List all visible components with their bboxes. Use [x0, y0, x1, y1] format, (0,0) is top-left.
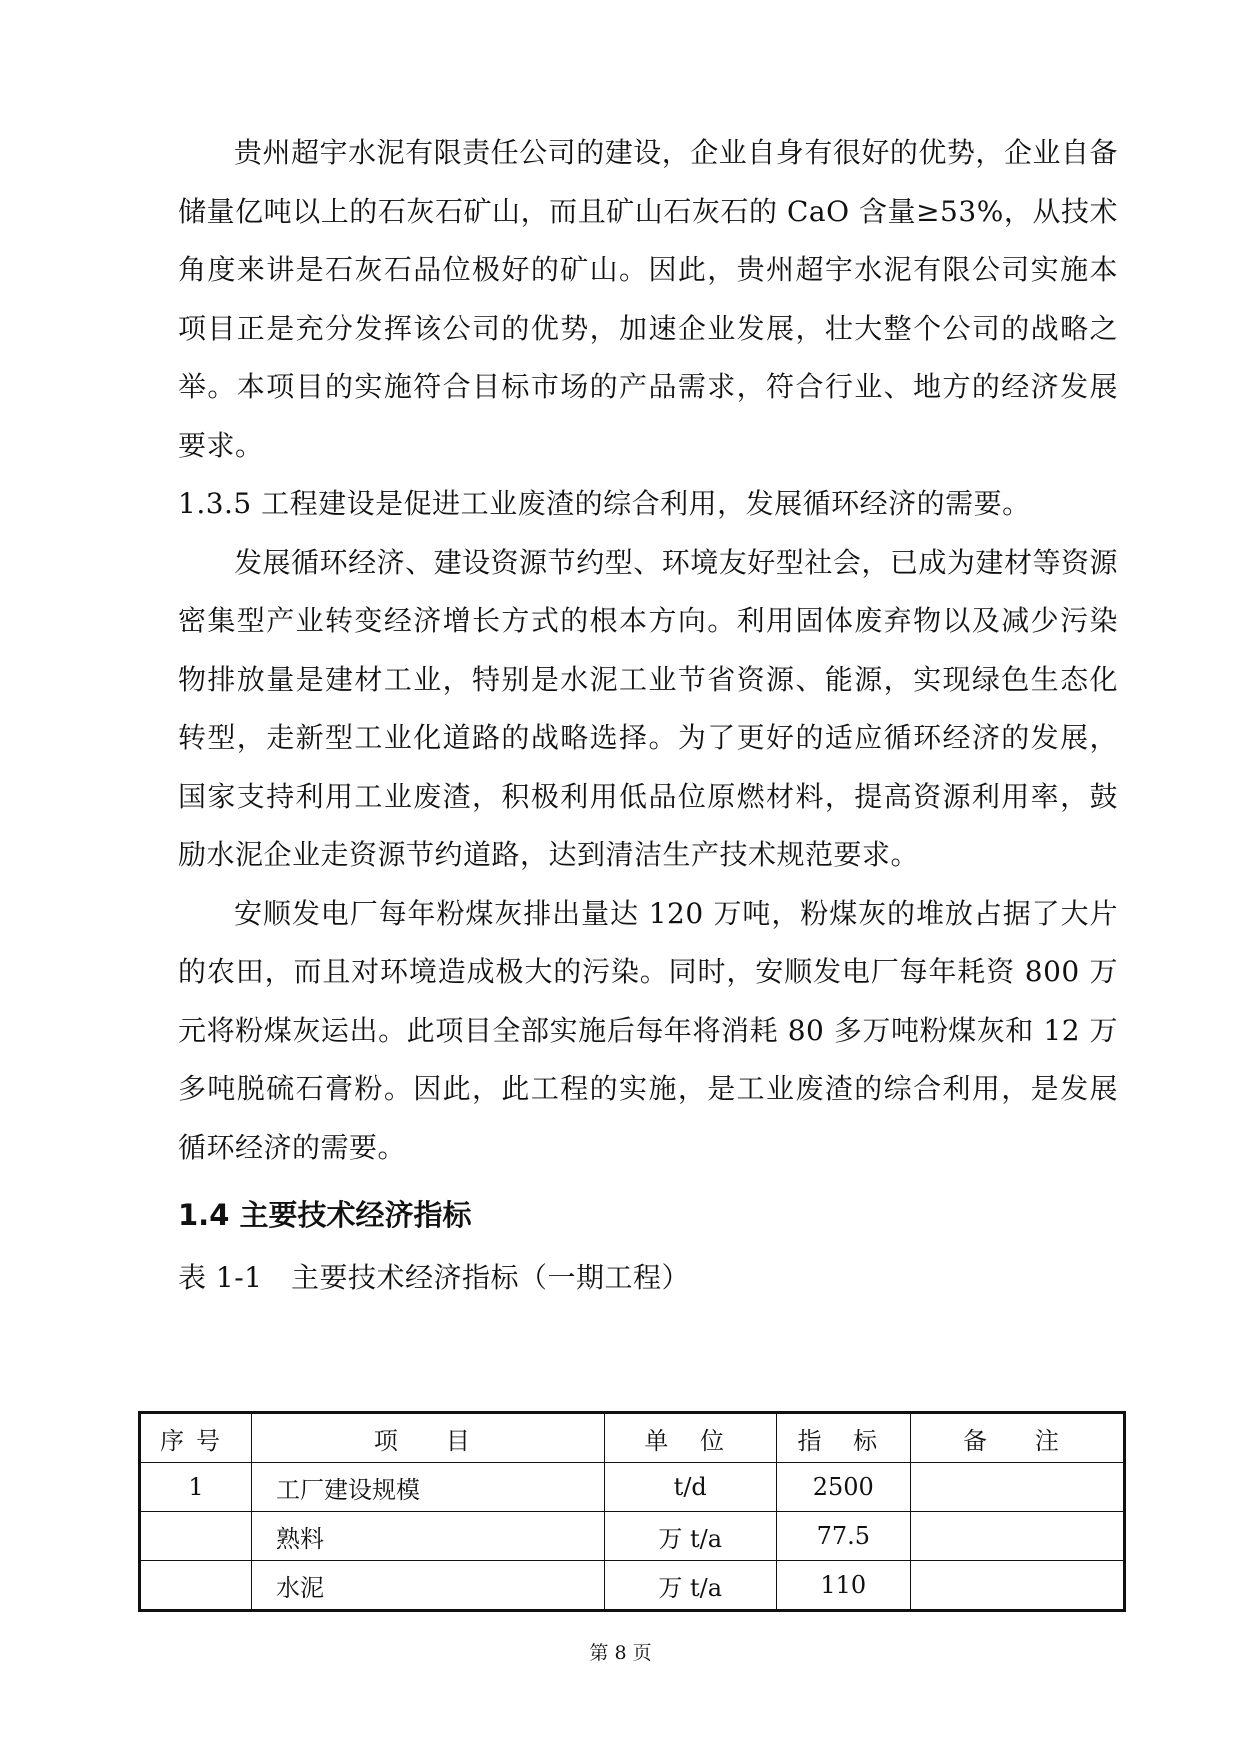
- header-value: 指 标: [776, 1413, 910, 1463]
- cell-item: 水泥: [252, 1561, 605, 1611]
- header-unit: 单 位: [604, 1413, 776, 1463]
- paragraph-fly-ash: 安顺发电厂每年粉煤灰排出量达 120 万吨，粉煤灰的堆放占据了大片的农田，而且对环境造成极大的污染。同时，安顺发电厂每年耗资 800 万元将粉煤灰运出。此项目全部实施后每年将消耗 80 多万吨粉煤灰和 12 万多吨脱硫石膏粉。因此，此工程的实施，是工业废渣的综合利用，是发展循环经济的需要。: [178, 896, 1118, 1164]
- table-header-row: [140, 1413, 1125, 1463]
- cell-note: [910, 1561, 1124, 1611]
- cell-unit: t/d: [604, 1463, 776, 1512]
- cell-value: 2500: [776, 1463, 910, 1512]
- page-content: [178, 124, 1118, 1307]
- subsection-heading-1-3-5: 1.3.5 工程建设是促进工业废渣的综合利用，发展循环经济的需要。: [178, 487, 1031, 520]
- cell-value: 77.5: [776, 1512, 910, 1561]
- header-item: 项 目: [252, 1413, 605, 1463]
- cell-unit: 万 t/a: [604, 1512, 776, 1561]
- cell-no: [140, 1561, 252, 1611]
- cell-no: 1: [140, 1463, 252, 1512]
- page-number-footer: 第 8 页: [589, 1642, 652, 1664]
- cell-note: [910, 1512, 1124, 1561]
- paragraph-company-advantage: 贵州超宇水泥有限责任公司的建设，企业自身有很好的优势，企业自备储量亿吨以上的石灰石矿山，而且矿山石灰石的 CaO 含量≥53%，从技术角度来讲是石灰石品位极好的矿山。因此，贵州超宇水泥有限公司实施本项目正是充分发挥该公司的优势，加速企业发展，壮大整个公司的战略之举。本项目的实施符合目标市场的产品需求，符合行业、地方的经济发展要求。: [178, 136, 1118, 462]
- cell-item: 工厂建设规模: [252, 1463, 605, 1512]
- table-caption: 表 1-1 主要技术经济指标（一期工程）: [178, 1261, 690, 1294]
- cell-unit: 万 t/a: [604, 1561, 776, 1611]
- header-no: 序号: [140, 1413, 252, 1463]
- table-row: [140, 1463, 1125, 1512]
- cell-note: [910, 1463, 1124, 1512]
- paragraph-circular-economy: 发展循环经济、建设资源节约型、环境友好型社会，已成为建材等资源密集型产业转变经济增长方式的根本方向。利用固体废弃物以及减少污染物排放量是建材工业，特别是水泥工业节省资源、能源，实现绿色生态化转型，走新型工业化道路的战略选择。为了更好的适应循环经济的发展，国家支持利用工业废渣，积极利用低品位原燃材料，提高资源利用率，鼓励水泥企业走资源节约道路，达到清洁生产技术规范要求。: [178, 545, 1118, 871]
- header-note: 备 注: [910, 1413, 1124, 1463]
- cell-value: 110: [776, 1561, 910, 1611]
- table-row: [140, 1561, 1125, 1611]
- cell-item: 熟料: [252, 1512, 605, 1561]
- indicators-table: [138, 1411, 1126, 1612]
- cell-no: [140, 1512, 252, 1561]
- section-title-1-4: 1.4 主要技术经济指标: [178, 1198, 472, 1232]
- table-row: [140, 1512, 1125, 1561]
